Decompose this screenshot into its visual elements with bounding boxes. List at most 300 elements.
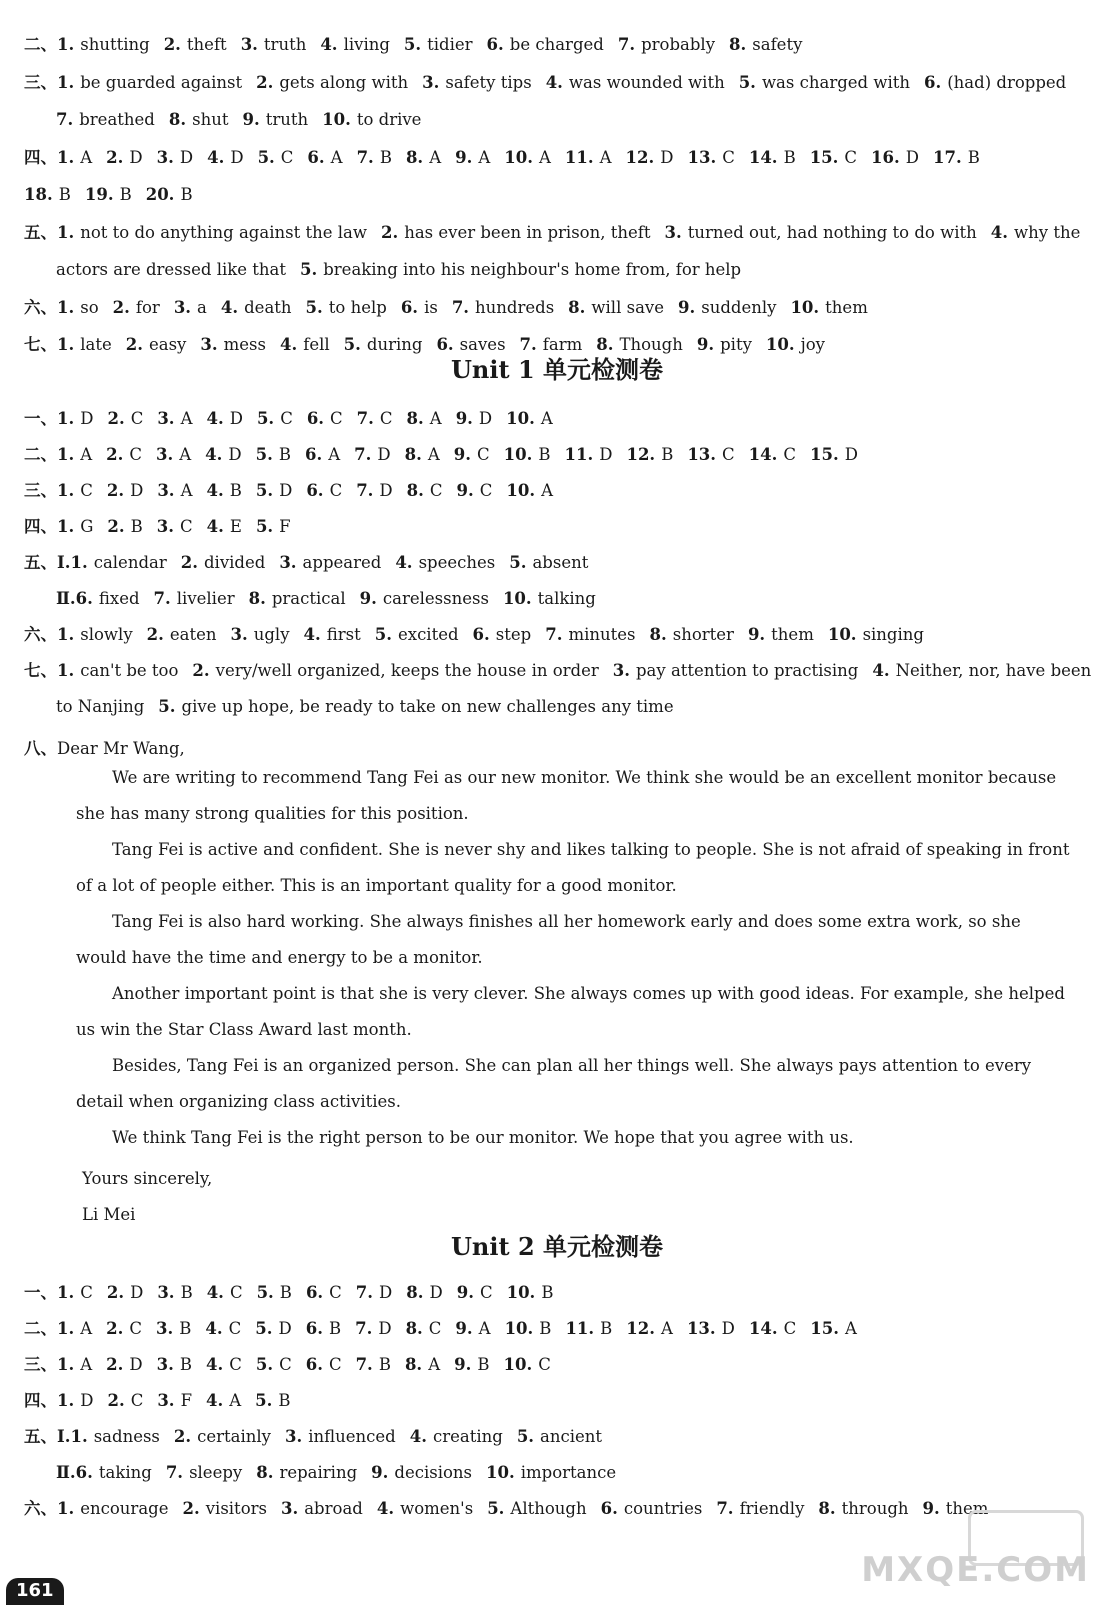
- section-marker: 七、: [24, 335, 57, 354]
- question-number: 4.: [990, 222, 1008, 242]
- question-number: 3.: [422, 72, 440, 92]
- question-number: 1.: [57, 335, 75, 354]
- answer-text: be charged: [509, 35, 604, 54]
- answer-line: [24, 1282, 1114, 1304]
- question-number: 4.: [220, 297, 239, 317]
- question-number: 3.: [280, 1499, 299, 1518]
- question-number: 20.: [145, 185, 175, 204]
- section-marker: 二、: [24, 1319, 57, 1338]
- question-number: 10.: [322, 110, 351, 129]
- question-number: 14.: [748, 1319, 778, 1338]
- page-number: 161: [6, 1578, 64, 1605]
- question-number: 4.: [206, 1283, 224, 1302]
- answer-text: D: [379, 481, 393, 500]
- answer-text: D: [721, 1319, 735, 1338]
- answer-text: A: [540, 409, 553, 428]
- answer-text: sleepy: [189, 1463, 243, 1482]
- answer-text: B: [600, 1319, 613, 1338]
- answer-text: C: [228, 1319, 242, 1338]
- answer-text: D: [129, 147, 143, 167]
- answer-text: them: [825, 297, 868, 317]
- answer-text: has ever been in prison, theft: [404, 222, 651, 242]
- question-number: 3.: [612, 661, 630, 680]
- answer-line: [24, 1318, 1114, 1340]
- section-marker: 一、: [24, 409, 57, 428]
- answer-text: D: [129, 1355, 143, 1374]
- letter-paragraph: Besides, Tang Fei is an organized person. She can plan all her things well. She always pays attention to every detail when organizing class activities.: [76, 1056, 1032, 1111]
- answer-text: C: [330, 409, 343, 428]
- question-number: 18.: [24, 185, 53, 204]
- letter-signature: Li Mei: [82, 1205, 136, 1224]
- answer-text: Neither, nor, have been: [895, 661, 1092, 680]
- answer-text: C: [783, 445, 797, 464]
- answer-text: A: [429, 409, 442, 428]
- answer-text: visitors: [205, 1499, 267, 1518]
- answer-text: C: [129, 445, 143, 464]
- question-number: 1.: [57, 35, 75, 54]
- letter-header: [24, 738, 1114, 760]
- answer-text: C: [428, 1319, 442, 1338]
- answer-text: D: [378, 1319, 392, 1338]
- question-number: 1.: [57, 445, 75, 464]
- answer-line: [56, 109, 1114, 131]
- answer-line: [24, 444, 1114, 466]
- question-number: 8.: [568, 297, 586, 317]
- answer-text: practical: [271, 589, 346, 608]
- question-number: 6.: [400, 297, 419, 317]
- answer-text: encourage: [80, 1499, 169, 1518]
- answer-text: suddenly: [701, 297, 777, 317]
- question-number: 12.: [626, 445, 656, 464]
- question-number: 8.: [256, 1463, 274, 1482]
- question-number: 2.: [256, 72, 274, 92]
- question-number: 5.: [487, 1499, 505, 1518]
- question-number: 3.: [156, 517, 175, 536]
- answer-text: certainly: [197, 1427, 272, 1446]
- question-number: 9.: [371, 1463, 389, 1482]
- answer-text: first: [326, 625, 361, 644]
- answer-text: B: [278, 445, 292, 464]
- answer-text: livelier: [176, 589, 235, 608]
- answer-text: B: [783, 147, 796, 167]
- question-number: 10.: [503, 1355, 533, 1374]
- answer-line: [24, 408, 1114, 430]
- question-number: 10.: [506, 481, 536, 500]
- section-marker: 一、: [24, 1283, 57, 1302]
- section-marker: 三、: [24, 481, 57, 500]
- answer-text: C: [229, 1283, 243, 1302]
- answer-line: [24, 1498, 1114, 1520]
- section-marker: 六、: [24, 625, 57, 644]
- question-number: 7.: [519, 335, 537, 354]
- question-number: 2.: [107, 517, 125, 536]
- answer-text: C: [538, 1355, 551, 1374]
- letter-greeting: Dear Mr Wang,: [57, 739, 185, 758]
- answer-text: was wounded with: [568, 72, 725, 92]
- section-marker: 五、Ⅰ.: [24, 553, 71, 572]
- question-number: 7.: [451, 297, 470, 317]
- question-number: 8.: [649, 625, 667, 644]
- answer-text: fell: [303, 335, 330, 354]
- answer-text: C: [279, 1355, 292, 1374]
- answer-text: C: [722, 147, 735, 167]
- answer-text: C: [180, 517, 193, 536]
- answer-line: [24, 184, 1114, 206]
- question-number: 5.: [509, 553, 527, 572]
- answer-line: [56, 588, 1114, 610]
- question-number: 5.: [305, 297, 323, 317]
- answer-text: decisions: [394, 1463, 473, 1482]
- question-number: 2.: [180, 553, 198, 572]
- question-number: 1.: [57, 147, 75, 167]
- question-number: 7.: [356, 481, 374, 500]
- answer-line: [24, 552, 1114, 574]
- answer-text: D: [844, 445, 858, 464]
- answer-text: is: [424, 297, 438, 317]
- question-number: 4.: [279, 335, 298, 354]
- question-number: 7.: [355, 1355, 373, 1374]
- answer-text: D: [228, 445, 242, 464]
- question-number: 2.: [106, 481, 125, 500]
- answer-line: [24, 1354, 1114, 1376]
- question-number: 1.: [57, 517, 75, 536]
- answer-text: speeches: [418, 553, 496, 572]
- question-number: 2.: [106, 1283, 125, 1302]
- answer-text: farm: [542, 335, 583, 354]
- answer-line: [24, 72, 1114, 94]
- question-number: 8.: [406, 1283, 424, 1302]
- answer-text: B: [278, 1391, 291, 1410]
- answer-text: probably: [641, 35, 716, 54]
- answer-text: why the: [1014, 222, 1081, 242]
- answer-line: [56, 259, 1114, 281]
- answer-text: B: [229, 481, 242, 500]
- question-number: 6.: [305, 445, 323, 464]
- answer-text: A: [330, 147, 343, 167]
- question-number: 2.: [106, 147, 124, 167]
- question-number: 11.: [564, 445, 594, 464]
- question-number: 5.: [300, 260, 318, 279]
- unit2-heading: Unit 2 单元检测卷: [451, 1232, 663, 1261]
- question-number: 1.: [57, 1499, 75, 1518]
- answer-text: E: [229, 517, 242, 536]
- answer-text: ancient: [540, 1427, 603, 1446]
- question-number: 3.: [156, 147, 174, 167]
- question-number: 19.: [84, 185, 114, 204]
- answer-text: C: [329, 1283, 342, 1302]
- answer-text: tidier: [427, 35, 473, 54]
- question-number: 1.: [57, 1355, 75, 1374]
- question-number: 5.: [343, 335, 361, 354]
- answer-text: a: [197, 297, 207, 317]
- question-number: 6.: [307, 147, 325, 167]
- question-number: 4.: [206, 517, 224, 536]
- question-number: 1.: [57, 1319, 75, 1338]
- question-number: 5.: [374, 625, 392, 644]
- answer-text: A: [179, 445, 192, 464]
- answer-text: eaten: [169, 625, 217, 644]
- answer-text: B: [539, 1319, 552, 1338]
- question-number: 9.: [455, 1319, 473, 1338]
- answer-text: Though: [619, 335, 683, 354]
- answer-text: to drive: [356, 110, 422, 129]
- question-number: 3.: [200, 335, 218, 354]
- answer-text: give up hope, be ready to take on new challenges any time: [181, 697, 674, 716]
- section-marker: 四、: [24, 1391, 57, 1410]
- answer-text: D: [478, 409, 493, 428]
- question-number: 6.: [305, 1319, 323, 1338]
- section-marker: 八、: [24, 739, 57, 758]
- answer-line: [24, 624, 1114, 646]
- question-number: 2.: [146, 625, 164, 644]
- question-number: 10.: [504, 147, 533, 167]
- answer-text: D: [229, 409, 243, 428]
- answer-text: safety tips: [445, 72, 532, 92]
- answer-text: D: [278, 1319, 292, 1338]
- answer-text: pity: [720, 335, 752, 354]
- question-number: 9.: [678, 297, 696, 317]
- answer-text: will save: [591, 297, 664, 317]
- question-number: 5.: [257, 147, 275, 167]
- question-number: 8.: [405, 1319, 423, 1338]
- answer-text: living: [343, 35, 390, 54]
- answer-text: A: [661, 1319, 673, 1338]
- answer-text: breathed: [79, 110, 155, 129]
- section-marker: 三、: [24, 72, 57, 92]
- question-number: 3.: [157, 481, 175, 500]
- question-number: 8.: [596, 335, 614, 354]
- answer-text: B: [179, 1355, 192, 1374]
- answer-text: truth: [263, 35, 307, 54]
- answer-text: C: [783, 1319, 797, 1338]
- question-number: 7.: [355, 1283, 374, 1302]
- answer-text: C: [722, 445, 735, 464]
- question-number: 7.: [545, 625, 563, 644]
- answer-text: D: [599, 445, 613, 464]
- answer-text: B: [180, 1283, 193, 1302]
- question-number: 4.: [206, 481, 224, 500]
- question-number: 3.: [157, 1391, 175, 1410]
- answer-text: joy: [800, 335, 825, 354]
- answer-line: [24, 516, 1114, 538]
- answer-text: singing: [862, 625, 924, 644]
- section-marker: 二、: [24, 35, 57, 54]
- answer-text: B: [180, 185, 193, 204]
- section-marker: 七、: [24, 661, 57, 680]
- question-number: 7.: [56, 110, 74, 129]
- question-number: 7.: [716, 1499, 734, 1518]
- answer-text: C: [479, 1283, 493, 1302]
- answer-text: influenced: [308, 1427, 396, 1446]
- answer-text: D: [80, 1391, 94, 1410]
- answer-text: so: [80, 297, 99, 317]
- answer-text: B: [179, 1319, 192, 1338]
- question-number: 8.: [248, 589, 266, 608]
- answer-text: C: [429, 481, 443, 500]
- question-number: 1.: [70, 553, 88, 572]
- answer-text: taking: [98, 1463, 152, 1482]
- question-number: 2.: [106, 1355, 124, 1374]
- answer-text: D: [179, 147, 194, 167]
- letter-paragraph: We are writing to recommend Tang Fei as our new monitor. We think she would be an excellent monitor because she has many strong qualities for this position.: [76, 768, 1057, 823]
- answer-text: D: [279, 481, 293, 500]
- answer-text: creating: [432, 1427, 503, 1446]
- answer-text: B: [279, 1283, 292, 1302]
- question-number: 3.: [157, 1283, 175, 1302]
- section-marker: 六、: [24, 297, 57, 317]
- question-number: 6.: [306, 481, 324, 500]
- question-number: 14.: [748, 445, 778, 464]
- answer-text: C: [80, 1283, 93, 1302]
- question-number: 2.: [107, 1391, 125, 1410]
- answer-text: can't be too: [80, 661, 179, 680]
- answer-text: B: [328, 1319, 342, 1338]
- question-number: 1.: [57, 72, 75, 92]
- question-number: 4.: [303, 625, 321, 644]
- question-number: 1.: [57, 409, 75, 428]
- answer-text: A: [229, 1391, 242, 1410]
- answer-text: F: [180, 1391, 193, 1410]
- question-number: 4.: [872, 661, 890, 680]
- question-number: 9.: [242, 110, 260, 129]
- answer-line: [24, 1426, 1114, 1448]
- question-number: 2.: [182, 1499, 200, 1518]
- question-number: 6.: [486, 35, 504, 54]
- question-number: 9.: [455, 409, 473, 428]
- answer-text: D: [377, 445, 391, 464]
- answer-text: through: [841, 1499, 909, 1518]
- answer-text: countries: [623, 1499, 703, 1518]
- question-number: 3.: [279, 553, 297, 572]
- section-marker: Ⅱ.: [56, 1463, 76, 1482]
- question-number: 6.: [924, 72, 942, 92]
- answer-text: A: [80, 147, 93, 167]
- question-number: 5.: [255, 517, 274, 536]
- section-marker: 四、: [24, 517, 57, 536]
- answer-text: talking: [537, 589, 596, 608]
- answer-continuation: to Nanjing: [56, 697, 145, 716]
- section-marker: 四、: [24, 147, 57, 167]
- answer-line: [24, 480, 1114, 502]
- answer-line: [56, 1462, 1114, 1484]
- answer-text: C: [129, 1319, 143, 1338]
- answer-text: B: [541, 1283, 554, 1302]
- answer-text: C: [329, 481, 343, 500]
- question-number: 13.: [687, 445, 717, 464]
- section-marker: Ⅱ.: [56, 589, 76, 608]
- answer-continuation: actors are dressed like that: [56, 260, 286, 279]
- answer-text: shorter: [672, 625, 734, 644]
- section-marker: 二、: [24, 445, 57, 464]
- letter-paragraph: Tang Fei is active and confident. She is never shy and likes talking to people. She is not afraid of speaking in front of a lot of people either. This is an important quality for a good monitor.: [76, 840, 1070, 895]
- question-number: 5.: [255, 1319, 273, 1338]
- question-number: 7.: [354, 445, 372, 464]
- answer-text: abroad: [304, 1499, 363, 1518]
- answer-text: C: [80, 481, 93, 500]
- answer-text: saves: [459, 335, 506, 354]
- answer-text: C: [328, 1355, 342, 1374]
- question-number: 13.: [686, 1319, 716, 1338]
- question-number: 9.: [747, 625, 766, 644]
- answer-text: B: [130, 517, 143, 536]
- answer-text: D: [379, 1283, 393, 1302]
- answer-text: shut: [192, 110, 229, 129]
- answer-text: them: [771, 625, 814, 644]
- answer-text: C: [844, 147, 858, 167]
- question-number: 3.: [285, 1427, 303, 1446]
- answer-line: [24, 334, 1114, 356]
- answer-line: [24, 222, 1114, 244]
- question-number: 4.: [206, 1355, 224, 1374]
- answer-text: A: [538, 147, 551, 167]
- question-number: 5.: [255, 1391, 273, 1410]
- question-number: 15.: [809, 147, 839, 167]
- answer-text: gets along with: [279, 72, 409, 92]
- answer-text: D: [905, 147, 919, 167]
- question-number: 6.: [75, 1463, 93, 1482]
- question-number: 9.: [454, 1355, 472, 1374]
- question-number: 4.: [376, 1499, 395, 1518]
- letter-paragraph: Another important point is that she is very clever. She always comes up with good ideas. For example, she helped us win the Star Class Award last month.: [76, 984, 1065, 1039]
- question-number: 2.: [173, 1427, 192, 1446]
- answer-text: A: [844, 1319, 857, 1338]
- question-number: 4.: [320, 35, 338, 54]
- question-number: 7.: [355, 1319, 373, 1338]
- question-number: 1.: [57, 1391, 75, 1410]
- question-number: 4.: [207, 147, 225, 167]
- answer-line: [56, 696, 1114, 718]
- question-number: 4.: [395, 553, 413, 572]
- answer-text: was charged with: [761, 72, 910, 92]
- answer-text: A: [180, 409, 193, 428]
- answer-text: A: [80, 1319, 93, 1338]
- question-number: 11.: [565, 1319, 595, 1338]
- answer-text: appeared: [302, 553, 382, 572]
- question-number: 2.: [106, 1319, 124, 1338]
- answer-text: pay attention to practising: [635, 661, 859, 680]
- answer-text: step: [495, 625, 532, 644]
- answer-text: theft: [186, 35, 227, 54]
- answer-text: C: [280, 147, 294, 167]
- question-number: 2.: [125, 335, 143, 354]
- question-number: 9.: [696, 335, 715, 354]
- question-number: 3.: [156, 1319, 174, 1338]
- answer-text: A: [80, 1355, 93, 1374]
- answer-text: carelessness: [382, 589, 489, 608]
- answer-text: turned out, had nothing to do with: [687, 222, 977, 242]
- question-number: 6.: [305, 1283, 324, 1302]
- question-number: 5.: [256, 409, 275, 428]
- question-number: 8.: [406, 409, 424, 428]
- question-number: 9.: [922, 1499, 940, 1518]
- answer-text: B: [58, 185, 71, 204]
- question-number: 8.: [729, 35, 747, 54]
- answer-text: easy: [148, 335, 187, 354]
- question-number: 5.: [255, 1355, 274, 1374]
- question-number: 4.: [205, 445, 223, 464]
- question-number: 3.: [157, 409, 175, 428]
- question-number: 10.: [504, 1319, 534, 1338]
- question-number: 8.: [404, 1355, 423, 1374]
- answer-text: fixed: [98, 589, 140, 608]
- question-number: 8.: [405, 147, 424, 167]
- answer-text: D: [660, 147, 674, 167]
- answer-text: breaking into his neighbour's home from, for help: [323, 260, 742, 279]
- question-number: 5.: [256, 1283, 274, 1302]
- letter-paragraph: We think Tang Fei is the right person to be our monitor. We hope that you agree with us.: [112, 1128, 854, 1147]
- answer-text: D: [429, 1283, 443, 1302]
- question-number: 2.: [380, 222, 399, 242]
